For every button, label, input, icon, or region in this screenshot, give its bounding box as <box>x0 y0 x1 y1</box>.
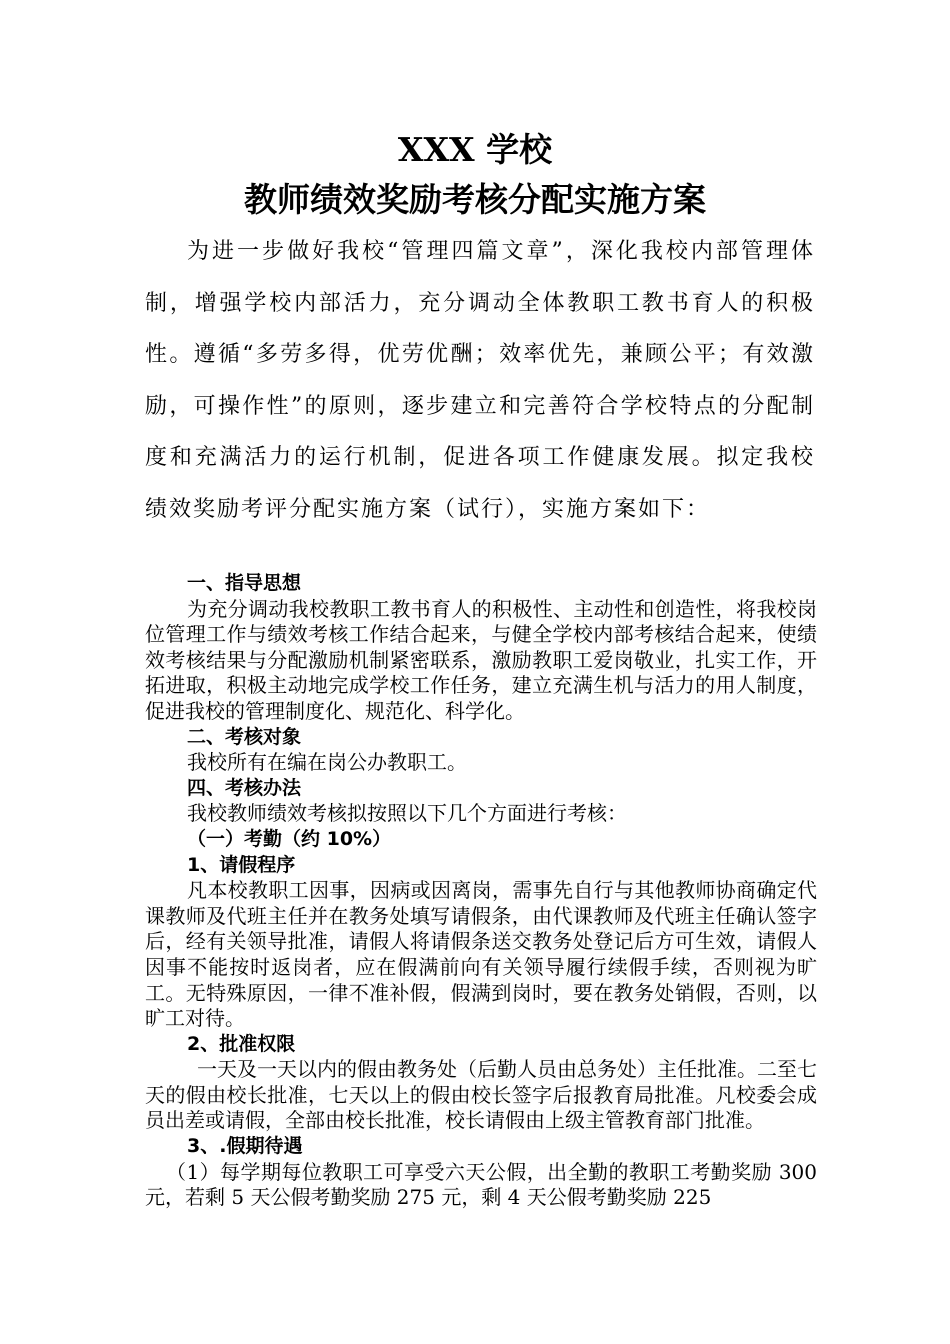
item-heading-approval-authority: 2、批准权限 <box>187 1032 296 1055</box>
intro-paragraph: 为进一步做好我校“管理四篇文章”，深化我校内部管理体制，增强学校内部活力，充分调动全体教职工教书育人的积极性。遵循“多劳多得，优劳优酬；效率优先，兼顾公平；有效激励，可操作性”的原则，逐步建立和完善符合学校特点的分配制度和充满活力的运行机制，促进各项工作健康发展。拟定我校绩效奖励考评分配实施方案（试行），实施方案如下： <box>145 239 815 522</box>
document-title-plan: 教师绩效奖励考核分配实施方案 <box>244 180 706 219</box>
item-heading-leave-benefits: 3、.假期待遇 <box>187 1135 303 1158</box>
item-text-leave-procedure: 凡本校教职工因事，因病或因离岗，需事先自行与其他教师协商确定代课教师及代班主任并在教务处填写请假条，由代课教师及代班主任确认签字后，经有关领导批准，请假人将请假条送交教务处登记后方可生效，请假人因事不能按时返岗者，应在假满前向有关领导履行续假手续，否则视为旷工。无特殊原因，一律不准补假，假满到岗时，要在教务处销假，否则，以旷工对待。 <box>145 878 817 1031</box>
document-title-school: XXX 学校 <box>397 130 553 169</box>
section-text-guiding-thought: 为充分调动我校教职工教书育人的积极性、主动性和创造性，将我校岗位管理工作与绩效考核工作结合起来，与健全学校内部考核结合起来，使绩效考核结果与分配激励机制紧密联系，激励教职工爱岗敬业，扎实工作，开拓进取，积极主动地完成学校工作任务，建立充满生机与活力的用人制度，促进我校的管理制度化、规范化、科学化。 <box>145 596 817 723</box>
section-heading-assessment-target: 二、考核对象 <box>187 725 302 748</box>
item-text-leave-benefits: （1）每学期每位教职工可享受六天公假，出全勤的教职工考勤奖励 300 元，若剩 5 天公假考勤奖励 275 元，剩 4 天公假考勤奖励 225 <box>145 1159 817 1210</box>
item-heading-leave-procedure: 1、请假程序 <box>187 853 296 876</box>
section-text-assessment-target: 我校所有在编在岗公办教职工。 <box>187 750 467 775</box>
document-body <box>145 571 817 1211</box>
section-heading-guiding-thought: 一、指导思想 <box>187 572 302 594</box>
subsection-heading-attendance: （一）考勤（约 10%） <box>187 827 392 850</box>
section-heading-assessment-method: 四、考核办法 <box>187 776 302 799</box>
item-text-approval-authority: 一天及一天以内的假由教务处（后勤人员由总务处）主任批准。二至七天的假由校长批准，七天以上的假由校长签字后报教育局批准。凡校委会成员出差或请假，全部由校长批准，校长请假由上级主管教育部门批准。 <box>145 1057 817 1133</box>
section-text-assessment-method: 我校教师绩效考核拟按照以下几个方面进行考核： <box>187 801 627 826</box>
